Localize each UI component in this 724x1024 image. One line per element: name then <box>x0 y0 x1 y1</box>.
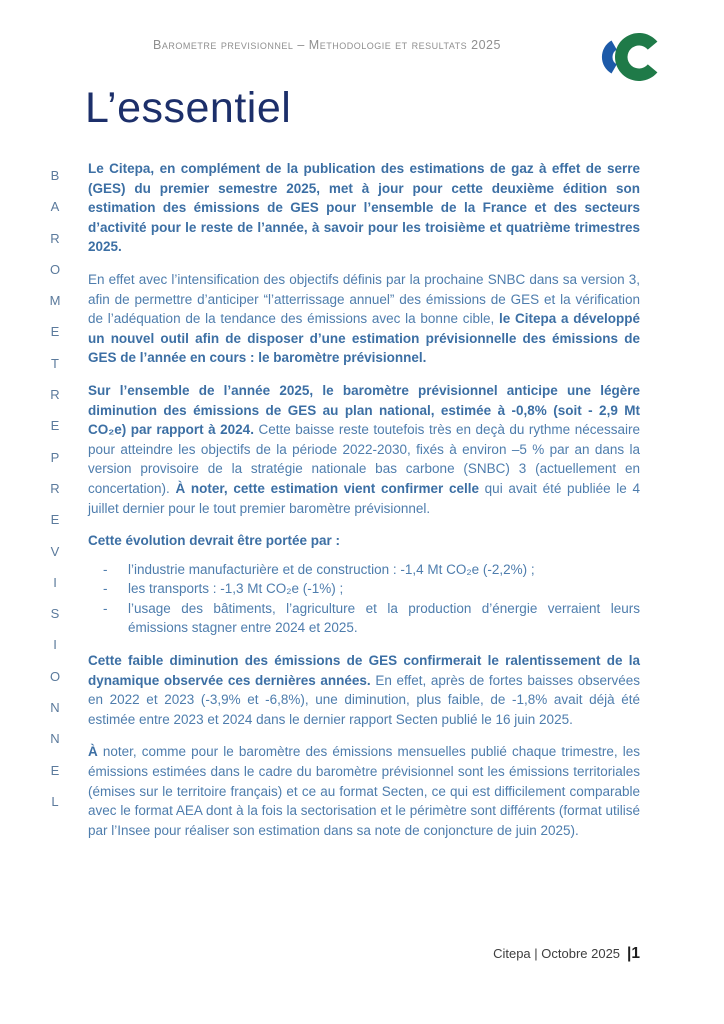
paragraph <box>88 159 640 257</box>
paragraph <box>88 651 640 729</box>
list-item-text: l’usage des bâtiments, l’agriculture et la production d’énergie verraient leurs émissions stagner entre 2024 et 2025. <box>128 600 640 636</box>
list-item <box>88 560 640 580</box>
text-segment: À noter, cette estimation vient confirmer celle <box>175 480 479 496</box>
vertical-watermark <box>46 160 64 817</box>
watermark-letter-18: N <box>50 731 60 747</box>
watermark-letter-12: V <box>50 543 60 559</box>
watermark-letter-4: M <box>49 293 61 309</box>
text-segment: Le Citepa, en complément de la publication des estimations de gaz à effet de serre (GES) du premier semestre 2025, met à jour pour cette deuxième édition son estimation des émissions de GES pour l’ensemble de la France et des secteurs d’activité pour le reste de l’année, à savoir pour les troisième et quatrième trimestres 2025. <box>88 161 640 255</box>
paragraph <box>88 270 640 368</box>
watermark-letter-8: E <box>50 418 60 434</box>
bullet-dash-icon: - <box>103 561 108 577</box>
watermark-letter-16: O <box>49 668 61 684</box>
bullet-dash-icon: - <box>103 581 108 597</box>
watermark-letter-1: A <box>50 199 60 215</box>
watermark-letter-10: R <box>50 480 60 496</box>
watermark-letter-3: O <box>49 261 61 277</box>
bullet-dash-icon: - <box>103 600 108 616</box>
watermark-letter-17: N <box>50 700 60 716</box>
text-segment: Cette faible diminution des émissions de GES confirmerait le ralentissement de la dynamique observée ces dernières années. <box>88 653 640 688</box>
list-item <box>88 579 640 599</box>
running-header: Barometre previsionnel – Methodologie et resultats 2025 <box>153 38 501 52</box>
watermark-letter-5: E <box>50 324 60 340</box>
watermark-letter-20: L <box>51 793 59 809</box>
watermark-letter-13: I <box>53 574 57 590</box>
watermark-letter-0: B <box>50 168 60 183</box>
watermark-letter-7: R <box>50 387 60 403</box>
watermark-letter-6: T <box>51 355 59 371</box>
footer-text: Citepa | Octobre 2025 <box>493 946 621 961</box>
text-segment: En effet, après de fortes baisses observées en 2022 et 2023 (-3,9% et -6,8%), une diminution, plus faible, de -1,8% avait déjà été estimée entre 2023 et 2024 dans le dernier rapport Secten publié le 16 juin 2025. <box>88 672 641 727</box>
page-number: |1 <box>627 945 640 962</box>
logo-green-c <box>615 33 657 81</box>
paragraph-heading <box>88 531 640 551</box>
text-segment: En effet avec l’intensification des objectifs définis par la prochaine SNBC dans sa version 3, afin de permettre d’anticiper “l’atterrissage annuel” des émissions de GES et la vérification de l’adéquation de la tendance des émissions avec la bonne cible, <box>88 271 640 327</box>
text-segment: Cette baisse reste toutefois très en deçà du rythme nécessaire pour atteindre les objectifs de la période 2022-2030, fixés à environ –5 % par an dans la version provisoire de la stratégie nationale bas carbone (SNBC) 3 (actuellement en concertation). <box>88 422 640 496</box>
watermark-letter-19: E <box>50 762 60 778</box>
watermark-letter-14: S <box>50 606 60 622</box>
text-segment: Cette évolution devrait être portée par : <box>88 533 341 549</box>
text-segment: noter, comme pour le baromètre des émissions mensuelles publié chaque trimestre, les émissions estimées dans le cadre du baromètre prévisionnel sont les émissions territoriales (émises sur le territoire français) et ce au format Secten, ce qui est difficilement comparable avec le format AEA dont à la fois la sectorisation et le périmètre sont différents (format utilisé par l’Insee pour réaliser son estimation dans sa note de conjoncture de juin 2025). <box>88 744 640 838</box>
watermark-letter-2: R <box>50 230 60 246</box>
logo-blue-crescent <box>602 41 617 74</box>
text-segment: Sur l’ensemble de l’année 2025, le baromètre prévisionnel anticipe une légère diminution des émissions de GES au plan national, estimée à -0,8% (soit - 2,9 Mt CO₂e) par rapport à 2024. <box>88 382 640 438</box>
paragraph <box>88 742 640 840</box>
paragraph <box>88 381 640 518</box>
citepa-logo-icon <box>598 28 662 86</box>
list-item <box>88 599 640 638</box>
text-segment: qui avait été publiée le 4 juillet dernier pour le tout premier baromètre prévisionnel. <box>88 480 640 516</box>
text-segment: le Citepa a développé un nouvel outil afin de disposer d’une estimation prévisionnelle des émissions de GES de l’année en cours : le baromètre prévisionnel. <box>88 311 640 366</box>
bullet-list <box>88 560 640 638</box>
page-title: L’essentiel <box>85 84 292 132</box>
text-segment: À <box>88 744 98 760</box>
list-item-text: l’industrie manufacturière et de construction : -1,4 Mt CO₂e (-2,2%) ; <box>128 561 535 577</box>
watermark-letter-9: P <box>50 449 60 465</box>
watermark-letter-15: I <box>53 637 57 653</box>
page-footer <box>88 945 640 963</box>
watermark-letter-11: E <box>50 512 60 528</box>
list-item-text: les transports : -1,3 Mt CO₂e (-1%) ; <box>128 581 344 597</box>
body-content <box>88 159 640 853</box>
